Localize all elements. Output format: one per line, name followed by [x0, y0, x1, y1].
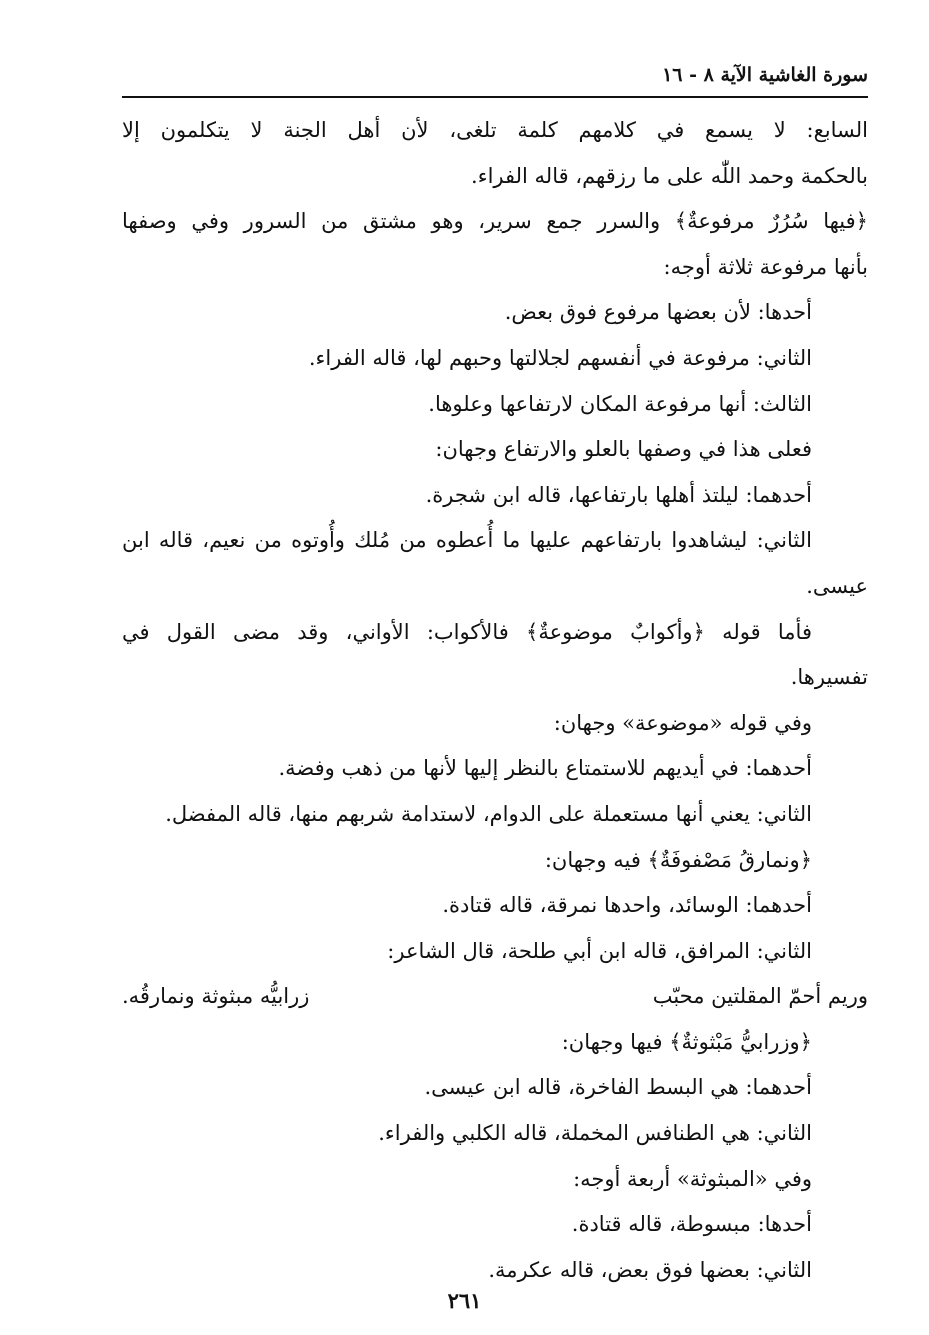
text-line: ﴿وزرابيُّ مَبْثوثةٌ﴾ فيها وجهان:: [561, 1029, 812, 1054]
text-line: ﴿ونمارقُ مَصْفوفَةٌ﴾ فيه وجهان:: [544, 847, 812, 872]
text-line: فأما قوله ﴿وأكوابٌ موضوعةٌ﴾ فالأكواب: الأواني، وقد مضى القول في: [122, 619, 812, 644]
text-line: الثاني: بعضها فوق بعض، قاله عكرمة.: [488, 1257, 812, 1282]
text-line: فعلى هذا في وصفها بالعلو والارتفاع وجهان:: [435, 437, 812, 462]
text-line: أحدهما: ليلتذ أهلها بارتفاعها، قاله ابن شجرة.: [425, 482, 812, 507]
text-body: [122, 108, 868, 1293]
verse-first-hemistich: وريم أحمّ المقلتين محبّب: [652, 984, 868, 1009]
text-line: تفسيرها.: [790, 665, 868, 690]
text-line: الثاني: مرفوعة في أنفسهم لجلالتها وحبهم لها، قاله الفراء.: [308, 345, 812, 370]
text-line: الثاني: هي الطنافس المخملة، قاله الكلبي والفراء.: [378, 1121, 812, 1146]
text-line: بالحكمة وحمد اللّٰه على ما رزقهم، قاله الفراء.: [471, 163, 868, 188]
running-header: [122, 60, 868, 98]
text-line: الثاني: ليشاهدوا بارتفاعهم عليها ما أُعطوه من مُلك وأُوتوه من نعيم، قاله ابن: [122, 528, 812, 553]
verse-second-hemistich: زرابيُّه مبثوثة ونمارقُه.: [122, 984, 310, 1009]
text-line: ﴿فيها سُرُرٌ مرفوعةٌ﴾ والسرر جمع سرير، وهو مشتق من السرور وفي وصفها: [122, 209, 868, 234]
text-line: الثالث: أنها مرفوعة المكان لارتفاعها وعلوها.: [428, 391, 812, 416]
poetry-verse: [122, 974, 868, 1020]
text-line: أحدهما: في أيديهم للاستمتاع بالنظر إليها لأنها من ذهب وفضة.: [278, 756, 812, 781]
text-line: أحدهما: هي البسط الفاخرة، قاله ابن عيسى.: [424, 1075, 812, 1100]
page-number: ٢٦١: [447, 1288, 482, 1313]
text-line: أحدهما: الوسائد، واحدها نمرقة، قاله قتادة.: [442, 893, 812, 918]
header-title: سورة الغاشية الآية ٨ - ١٦: [662, 64, 868, 86]
text-line: عيسى.: [806, 573, 868, 598]
text-line: بأنها مرفوعة ثلاثة أوجه:: [663, 254, 868, 279]
text-line: السابع: لا يسمع في كلامهم كلمة تلغى، لأن أهل الجنة لا يتكلمون إلا: [122, 118, 868, 142]
text-line: أحدها: لأن بعضها مرفوع فوق بعض.: [504, 300, 812, 325]
text-line: الثاني: المرافق، قاله ابن أبي طلحة، قال الشاعر:: [387, 938, 812, 963]
text-line: أحدها: مبسوطة، قاله قتادة.: [571, 1212, 812, 1237]
text-line: الثاني: يعني أنها مستعملة على الدوام، لاستدامة شربهم منها، قاله المفضل.: [165, 801, 812, 826]
text-line: وفي قوله «موضوعة» وجهان:: [553, 710, 812, 735]
text-line: وفي «المبثوثة» أربعة أوجه:: [573, 1166, 812, 1191]
